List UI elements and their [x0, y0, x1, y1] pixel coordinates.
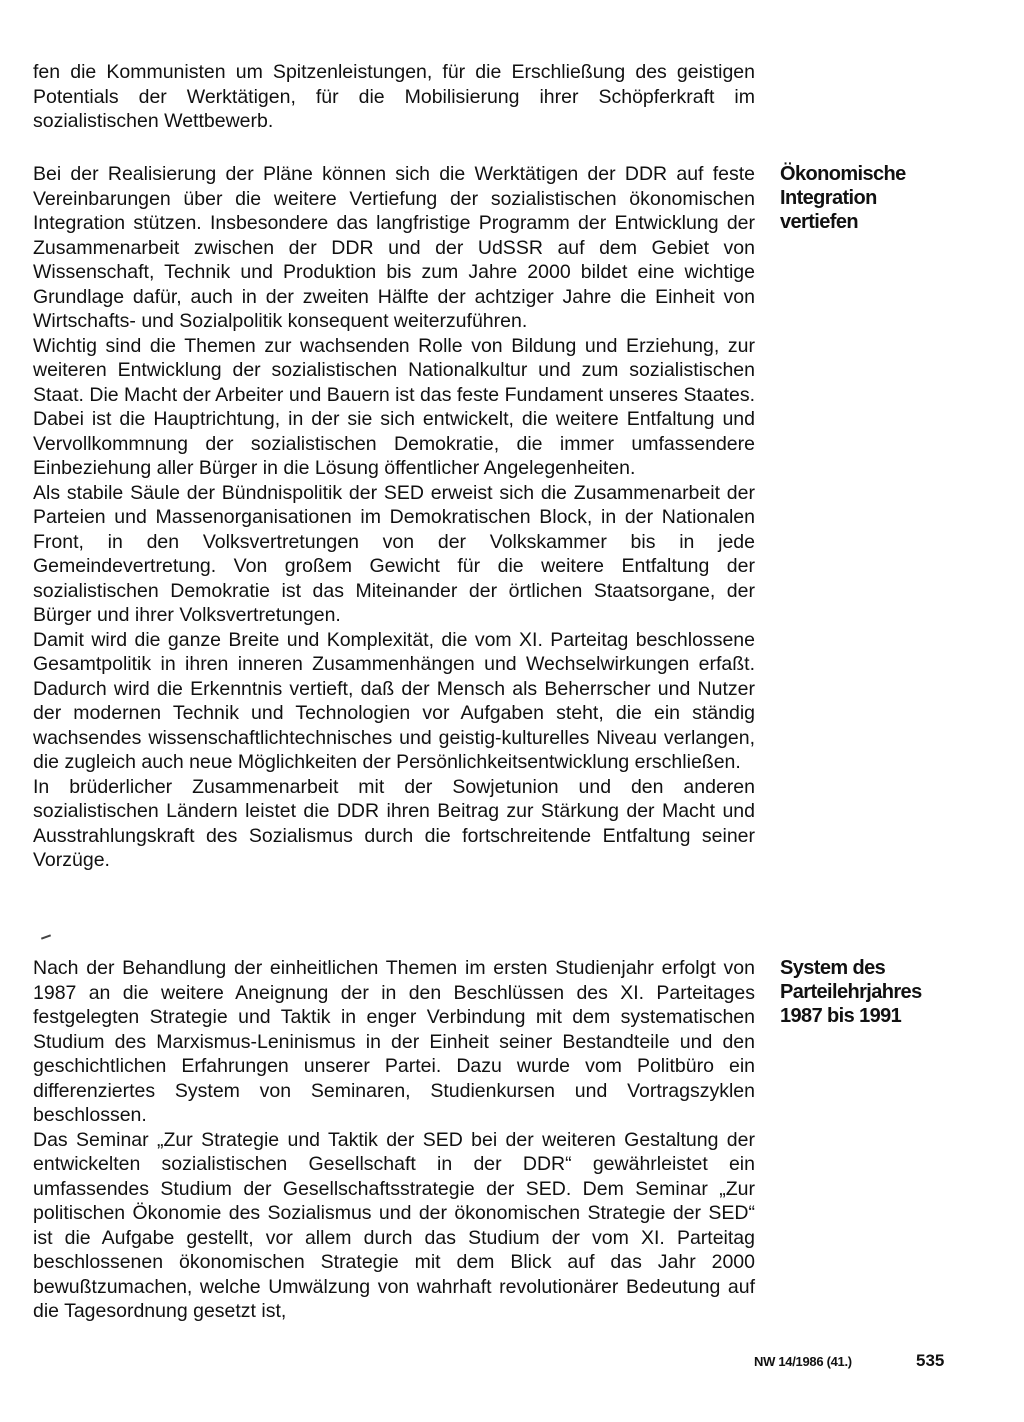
text-block-2: [33, 162, 755, 873]
stray-print-mark: [41, 934, 51, 939]
margin-note-line: Ökonomische: [780, 163, 906, 185]
issue-reference: NW 14/1986 (41.): [754, 1354, 852, 1369]
paragraph: In brüderlicher Zusammenarbeit mit der Sowjetunion und den anderen sozialistischen Ländern leistet die DDR ihren Beitrag zur Stärkung der Macht und Ausstrahlungskraft des Sozialismus durch die fortschreitende Entfaltung seiner Vorzüge.: [33, 775, 755, 871]
paragraph: Wichtig sind die Themen zur wachsenden Rolle von Bildung und Erziehung, zur weiteren Entwicklung der sozialistischen Nationalkultur und zum sozialistischen Staat. Die Macht der Arbeiter und Bauern ist das feste Fundament unseres Staates. Dabei ist die Hauptrichtung, in der sie sich entwickelt, die weitere Entfaltung und Vervollkommnung der sozialistischen Demokratie, die immer umfassendere Einbeziehung aller Bürger in die Lösung öffentlicher Angelegenheiten.: [33, 334, 755, 479]
paragraph: Bei der Realisierung der Pläne können sich die Werktätigen der DDR auf feste Vereinbarungen über die weitere Vertiefung der sozialistischen ökonomischen Integration stützen. Insbesondere das langfristige Programm der Entwicklung der Zusammenarbeit zwischen der DDR und der UdSSR auf dem Gebiet von Wissenschaft, Technik und Produktion bis zum Jahre 2000 bildet eine wichtige Grundlage dafür, auch in der zweiten Hälfte der achtziger Jahre die Einheit von Wirtschafts- und Sozialpolitik konsequent weiterzuführen.: [33, 163, 755, 332]
paragraph: Das Seminar „Zur Strategie und Taktik der SED bei der weiteren Gestaltung der entwickelten sozialistischen Gesellschaft in der DDR“ gewährleistet ein umfassendes Studium der Gesellschaftsstrategie der SED. Dem Seminar „Zur politischen Ökonomie des Sozialismus und der ökonomischen Strategie der SED“ ist die Aufgabe gestellt, vor allem durch das Studium der vom XI. Parteitag beschlossenen ökonomischen Strategie mit dem Blick auf das Jahr 2000 bewußtzumachen, welche Umwälzung von wahrhaft revolutionärer Bedeutung auf die Tagesordnung gesetzt ist,: [33, 1128, 755, 1322]
paragraph: Nach der Behandlung der einheitlichen Themen im ersten Studienjahr erfolgt von 1987 an die weitere Aneignung der in den Beschlüssen des XI. Parteitages festgelegten Strategie und Taktik in enger Verbindung mit dem systematischen Studium des Marxismus-Leninismus in der Einheit seiner Bestandteile und den geschichtlichen Erfahrungen unserer Partei. Dazu wurde vom Politbüro ein differenziertes System von Seminaren, Studienkursen und Vortragszyklen beschlossen.: [33, 957, 755, 1126]
margin-note-line: Parteilehrjahres: [780, 981, 922, 1003]
text-block-3: [33, 956, 755, 1324]
text-block-1: [33, 60, 755, 134]
margin-note-line: System des: [780, 957, 886, 979]
page-footer: [0, 1351, 1024, 1381]
margin-note-parteilehrjahr: [780, 956, 980, 1028]
margin-note-line: vertiefen: [780, 211, 858, 233]
paragraph: fen die Kommunisten um Spitzenleistungen, für die Erschließung des geistigen Potentials der Werktätigen, für die Mobilisierung ihrer Schöpferkraft im sozialistischen Wettbewerb.: [33, 61, 755, 132]
margin-note-line: 1987 bis 1991: [780, 1005, 902, 1027]
paragraph: Als stabile Säule der Bündnispolitik der SED erweist sich die Zusammenarbeit der Parteien und Massenorganisationen im Demokratischen Block, in der Nationalen Front, in den Volksvertretungen von der Volkskammer bis in jede Gemeindevertretung. Von großem Gewicht für die weitere Entfaltung der sozialistischen Demokratie ist das Miteinander der örtlichen Staatsorgane, der Bürger und ihrer Volksvertretungen.: [33, 481, 755, 626]
margin-note-oekonomische-integration: [780, 162, 980, 234]
margin-note-line: Integration: [780, 187, 877, 209]
page-number: 535: [916, 1351, 945, 1370]
paragraph: Damit wird die ganze Breite und Komplexität, die vom XI. Parteitag beschlossene Gesamtpolitik in ihren inneren Zusammenhängen und Wechselwirkungen erfaßt. Dadurch wird die Erkenntnis vertieft, daß der Mensch als Beherrscher und Nutzer der modernen Technik und Technologien vor Aufgaben steht, die ein ständig wachsendes wissenschaftlichtechnisches und geistig-kulturelles Niveau verlangen, die zugleich auch neue Möglichkeiten der Persönlichkeitsentwicklung erschließen.: [33, 628, 755, 773]
